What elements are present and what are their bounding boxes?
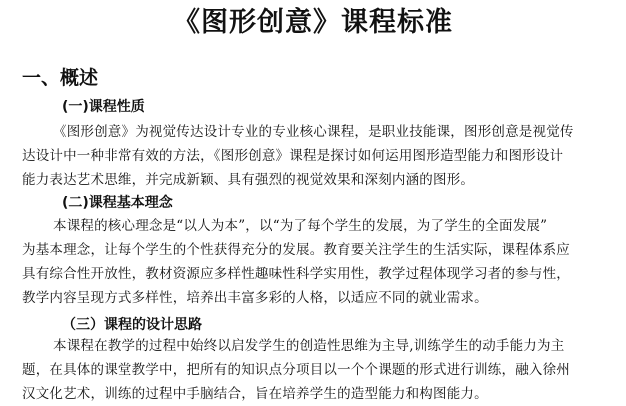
subsection-heading-design-approach: （三）课程的设计思路: [62, 317, 202, 333]
paragraph-design-approach: [22, 334, 614, 406]
section-heading-overview: 一、概述: [22, 67, 99, 89]
paragraph-line: 汉文化艺术，训练的过程中手脑结合，旨在培养学生的造型能力和构图能力。: [22, 386, 488, 402]
subsection-heading-basic-concept: (二)课程基本理念: [62, 195, 173, 211]
paragraph-course-nature: [22, 120, 614, 192]
paragraph-line: 具有综合性开放性，教材资源应多样性趣味性科学实用性，教学过程体现学习者的参与性，: [22, 266, 570, 282]
paragraph-line: 本课程的核心理念是“以人为本”，以“为了每个学生的发展，为了学生的全面发展”: [53, 218, 548, 234]
paragraph-line: 教学内容呈现方式多样性，培养出丰富多彩的人格，以适应不同的就业需求。: [22, 290, 488, 306]
paragraph-line: 达设计中一种非常有效的方法，《图形创意》课程是探讨如何运用图形造型能力和图形设计: [22, 148, 564, 164]
paragraph-basic-concept: [22, 214, 614, 310]
document-title: 《图形创意》课程标准: [173, 7, 453, 38]
subsection-heading-course-nature: (一)课程性质: [62, 99, 145, 115]
paragraph-line: 能力表达艺术思维，并完成新颖、具有强烈的视觉效果和深刻内涵的图形。: [22, 172, 475, 188]
paragraph-line: 《图形创意》为视觉传达设计专业的专业核心课程，是职业技能课，图形创意是视觉传: [53, 124, 574, 140]
paragraph-line: 题，在具体的课堂教学中，把所有的知识点分项目以一个个课题的形式进行训练，融入徐州: [22, 362, 570, 378]
paragraph-line: 本课程在教学的过程中始终以启发学生的创造性思维为主导,训练学生的动手能力为主: [53, 338, 565, 354]
paragraph-line: 为基本理念，让每个学生的个性获得充分的发展。教育要关注学生的生活实际，课程体系应: [22, 242, 570, 258]
